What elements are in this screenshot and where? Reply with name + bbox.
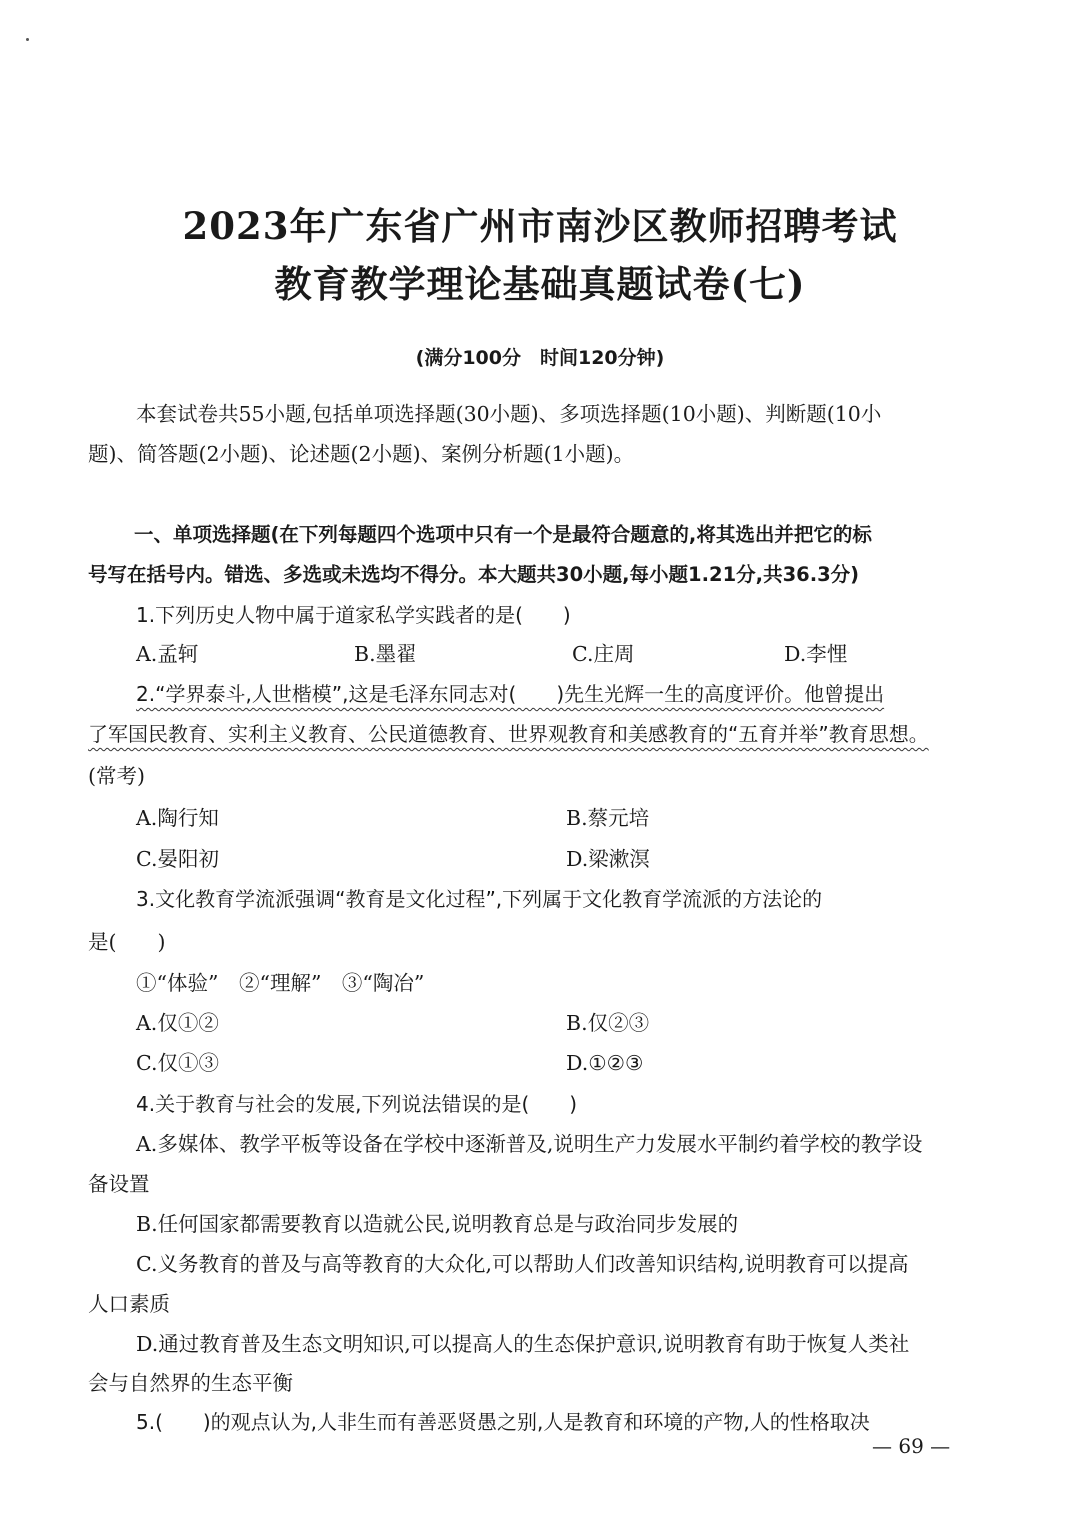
q1-option-a: A.孟轲	[136, 642, 199, 666]
q4-option-a-line1: A.多媒体、教学平板等设备在学校中逐渐普及,说明生产力发展水平制约着学校的教学设	[136, 1132, 923, 1156]
scan-speck	[26, 38, 29, 41]
q4-stem: 4.关于教育与社会的发展,下列说法错误的是( )	[136, 1092, 578, 1116]
q1-option-b: B.墨翟	[354, 642, 417, 666]
exam-title-line2: 教育教学理论基础真题试卷(七)	[274, 262, 806, 306]
q4-option-c-line2: 人口素质	[88, 1292, 170, 1316]
q2-tag: (常考)	[88, 764, 145, 788]
exam-score-time: (满分100分 时间120分钟)	[415, 347, 665, 369]
q3-option-b: B.仅②③	[566, 1011, 650, 1035]
q3-stem-line2: 是( )	[88, 930, 166, 954]
section1-heading-line2: 号写在括号内。错选、多选或未选均不得分。本大题共30小题,每小题1.21分,共36.3分)	[88, 563, 860, 586]
q1-stem: 1.下列历史人物中属于道家私学实践者的是( )	[136, 603, 571, 627]
intro-line2: 题)、简答题(2小题)、论述题(2小题)、案例分析题(1小题)。	[88, 442, 635, 466]
page-number: — 69 —	[872, 1434, 951, 1458]
q2-option-d: D.梁漱溟	[566, 847, 650, 871]
q3-stem-line1: 3.文化教育学流派强调“教育是文化过程”,下列属于文化教育学流派的方法论的	[136, 887, 823, 911]
q1-option-d: D.李悝	[784, 642, 848, 666]
q2-option-a: A.陶行知	[136, 806, 219, 830]
q2-option-c: C.晏阳初	[136, 847, 219, 871]
q4-option-d-line2: 会与自然界的生态平衡	[88, 1371, 293, 1395]
q2-stem-line2: 了军国民教育、实利主义教育、公民道德教育、世界观教育和美感教育的“五育并举”教育思想。	[88, 722, 929, 746]
q3-items: ①“体验” ②“理解” ③“陶冶”	[136, 971, 425, 995]
q4-option-c-line1: C.义务教育的普及与高等教育的大众化,可以帮助人们改善知识结构,说明教育可以提高	[136, 1252, 909, 1276]
q4-option-d-line1: D.通过教育普及生态文明知识,可以提高人的生态保护意识,说明教育有助于恢复人类社	[136, 1332, 910, 1356]
q1-option-c: C.庄周	[572, 642, 635, 666]
intro-line1: 本套试卷共55小题,包括单项选择题(30小题)、多项选择题(10小题)、判断题(10小	[136, 402, 882, 426]
q2-option-b: B.蔡元培	[566, 806, 650, 830]
q3-option-d: D.①②③	[566, 1051, 644, 1075]
q4-option-b: B.任何国家都需要教育以造就公民,说明教育总是与政治同步发展的	[136, 1212, 739, 1236]
section1-heading-line1: 一、单项选择题(在下列每题四个选项中只有一个是最符合题意的,将其选出并把它的标	[134, 523, 872, 546]
q4-option-a-line2: 备设置	[88, 1172, 150, 1196]
q5-stem-line1: 5.( )的观点认为,人非生而有善恶贤愚之别,人是教育和环境的产物,人的性格取决	[136, 1410, 870, 1434]
q2-stem-line1: 2.“学界泰斗,人世楷模”,这是毛泽东同志对( )先生光辉一生的高度评价。他曾提出	[136, 682, 885, 706]
q3-option-a: A.仅①②	[136, 1011, 219, 1035]
q3-option-c: C.仅①③	[136, 1051, 219, 1075]
exam-title-line1: 2023年广东省广州市南沙区教师招聘考试	[182, 204, 898, 248]
